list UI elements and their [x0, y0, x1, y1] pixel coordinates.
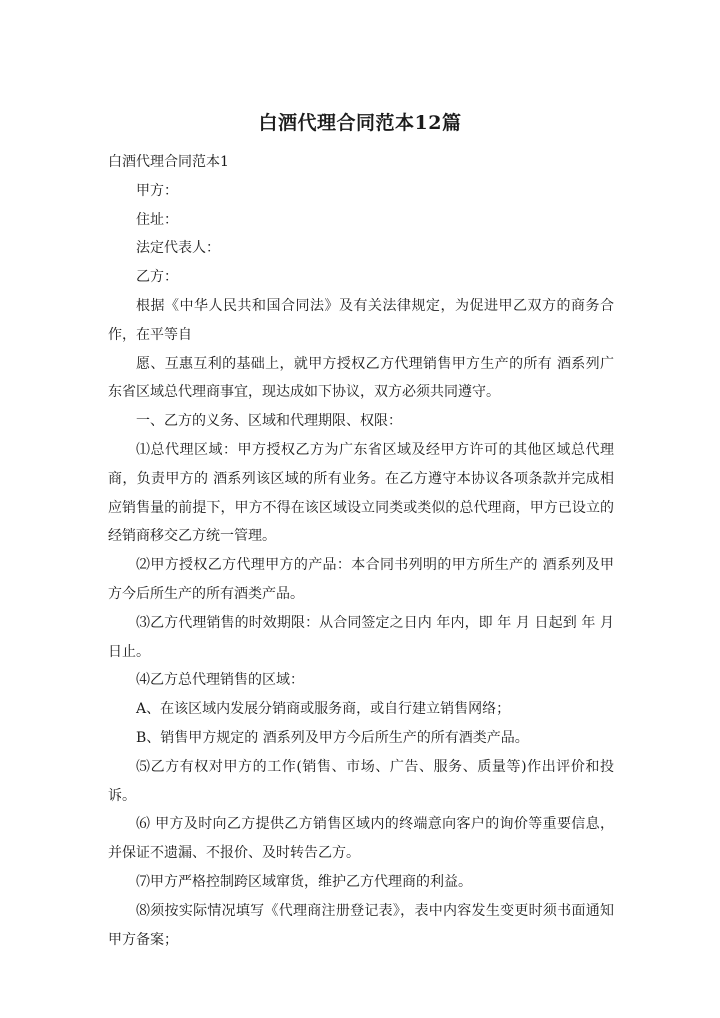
clause-heading: 一、乙方的义务、区域和代理期限、权限： [136, 413, 402, 430]
clause-item: ⑴总代理区域：甲方授权乙方为广东省区域及经甲方许可的其他区域总代理商，负责甲方的 酒系列该区域的所有业务。在乙方遵守本协议各项条款并完成相应销售量的前提下，甲方不得在该区域设立同类或类似的总代理商，甲方已设立的经销商移交乙方统一管理。 [108, 441, 614, 545]
party-a-field: 甲方： [136, 182, 178, 199]
clause-item: ⑷乙方总代理销售的区域： [136, 672, 304, 689]
section-heading: 白酒代理合同范本1 [108, 154, 229, 170]
document-title: 白酒代理合同范本12篇 [258, 112, 462, 134]
clause-item: ⑸乙方有权对甲方的工作(销售、市场、广告、服务、质量等)作出评价和投诉。 [108, 758, 614, 804]
clause-item: ⑶乙方代理销售的时效期限：从合同签定之日内 年内，即 年 月 日起到 年 月 日止。 [108, 614, 614, 660]
paragraph: 根据《中华人民共和国合同法》及有关法律规定，为促进甲乙双方的商务合作，在平等自 [108, 297, 614, 343]
document-body [108, 148, 614, 954]
paragraph: 愿、互惠互利的基础上，就甲方授权乙方代理销售甲方生产的所有 酒系列广东省区域总代理商事宜，现达成如下协议，双方必须共同遵守。 [108, 355, 614, 401]
clause-subitem: A、在该区域内发展分销商或服务商，或自行建立销售网络； [136, 701, 511, 718]
legal-representative-field: 法定代表人： [136, 240, 220, 257]
clause-subitem: B、销售甲方规定的 酒系列及甲方今后所生产的所有酒类产品。 [136, 729, 529, 746]
clause-item: ⑹ 甲方及时向乙方提供乙方销售区域内的终端意向客户的询价等重要信息，并保证不遗漏、不报价、及时转告乙方。 [108, 816, 614, 862]
party-b-field: 乙方： [136, 269, 178, 286]
clause-item: ⑺甲方严格控制跨区域窜货，维护乙方代理商的利益。 [136, 873, 472, 890]
clause-item: ⑻须按实际情况填写《代理商注册登记表》，表中内容发生变更时须书面通知甲方备案； [108, 902, 614, 948]
clause-item: ⑵甲方授权乙方代理甲方的产品：本合同书列明的甲方所生产的 酒系列及甲方今后所生产的所有酒类产品。 [108, 557, 614, 602]
address-field: 住址： [136, 211, 178, 228]
